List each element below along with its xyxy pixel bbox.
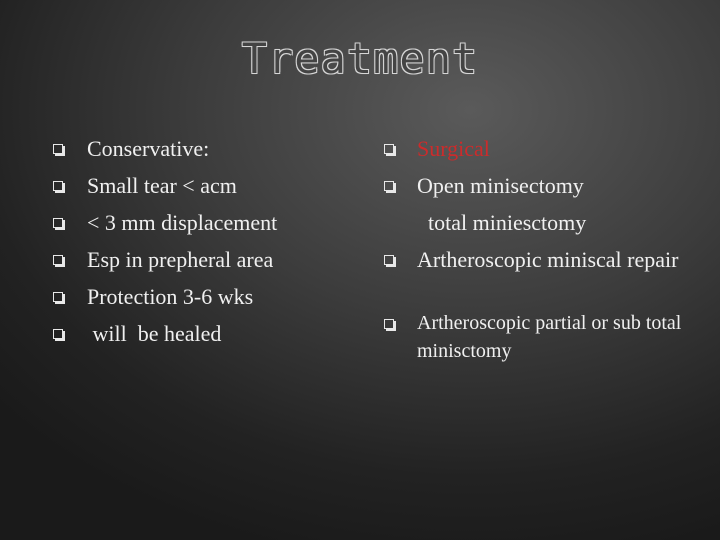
list-item [51, 208, 351, 245]
square-bullet-icon [53, 218, 63, 228]
list-item-text: Artheroscopic partial or sub total minisctomy [417, 312, 682, 362]
list-item-text: Small tear < acm [87, 173, 237, 198]
list-item [51, 171, 351, 208]
square-bullet-icon [384, 181, 394, 191]
list-item [382, 134, 712, 171]
square-bullet-icon [384, 319, 394, 329]
square-bullet-icon [53, 255, 63, 265]
square-bullet-icon [384, 144, 394, 154]
list-item-text: Esp in prepheral area [87, 247, 274, 272]
list-item [51, 282, 351, 319]
slide-title: Treatment [241, 34, 479, 83]
list-item-text: Artheroscopic miniscal repair [417, 247, 679, 272]
list-item-text: Open minisectomy [417, 173, 584, 198]
list-item-text: will be healed [87, 321, 222, 346]
list-item-text: Protection 3-6 wks [87, 284, 254, 309]
square-bullet-icon [53, 181, 63, 191]
square-bullet-icon [384, 255, 394, 265]
list-item [51, 134, 351, 171]
list-item-text: < 3 mm displacement [87, 210, 278, 235]
list-item-text: Surgical [417, 136, 490, 161]
square-bullet-icon [53, 329, 63, 339]
square-bullet-icon [53, 144, 63, 154]
list-item [382, 208, 712, 245]
list-item [51, 245, 351, 282]
list-item [51, 319, 351, 356]
square-bullet-icon [53, 292, 63, 302]
left-bullet-list [51, 134, 351, 356]
list-item [382, 171, 712, 208]
list-item [382, 309, 712, 365]
list-item [382, 245, 712, 309]
list-item-text: total miniesctomy [417, 210, 587, 235]
list-item-text: Conservative: [87, 136, 210, 161]
right-bullet-list [382, 134, 712, 365]
